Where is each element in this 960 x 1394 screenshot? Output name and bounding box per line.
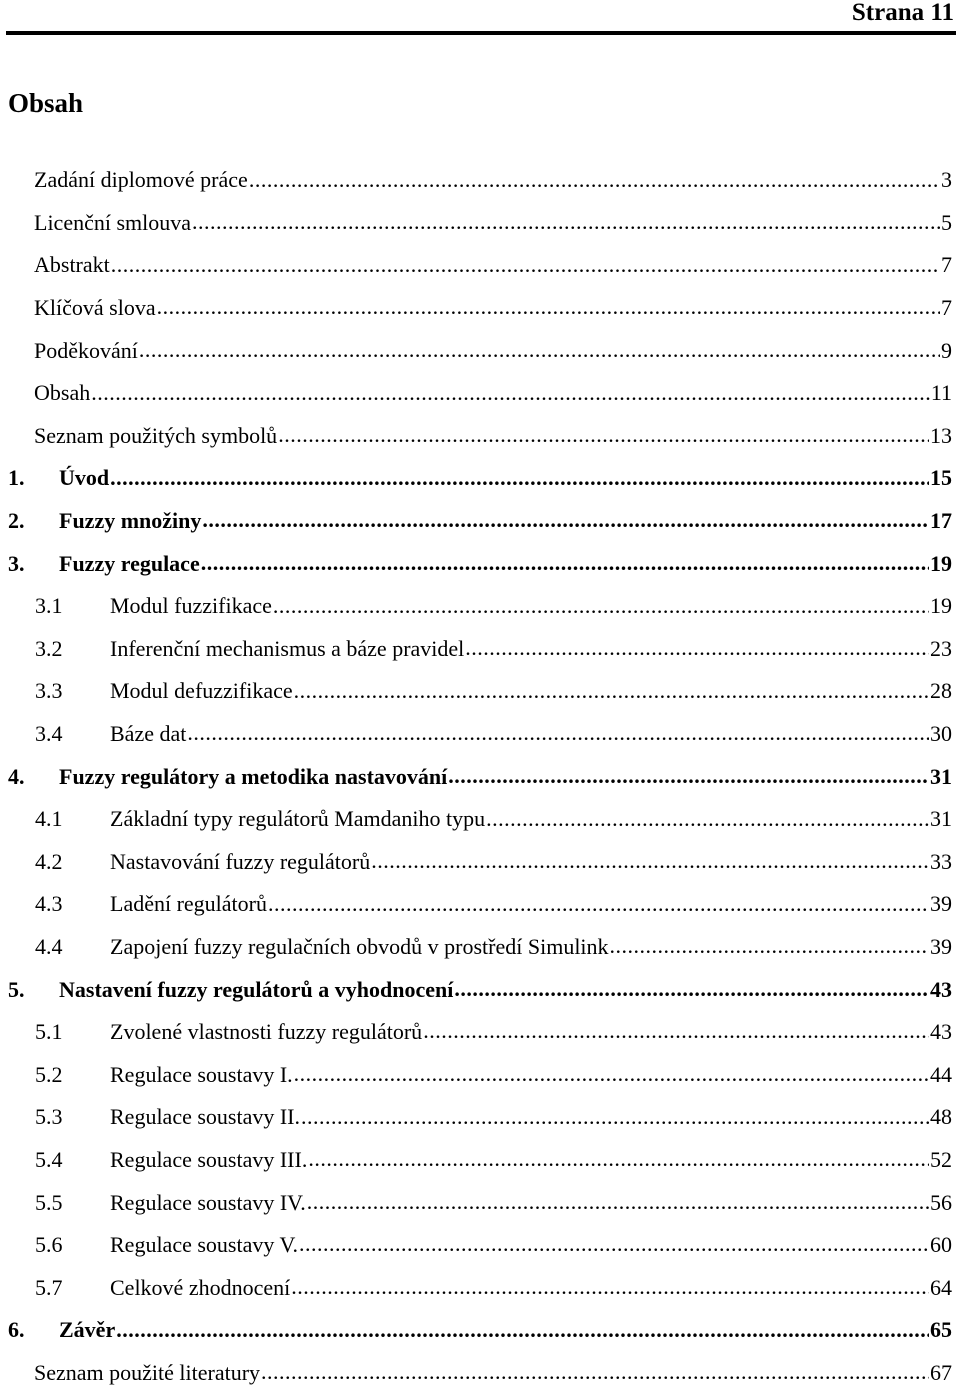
dot-leader [202, 506, 929, 534]
toc-entry[interactable] [8, 159, 952, 202]
toc-entry-page: 43 [930, 1019, 952, 1045]
toc-entry-page: 11 [930, 380, 952, 406]
dot-leader [307, 1188, 929, 1216]
toc-entry-label: Regulace soustavy III. [110, 1146, 308, 1172]
toc-entry-label: Regulace soustavy IV. [110, 1189, 306, 1215]
toc-entry-label: Modul fuzzifikace [110, 593, 272, 619]
toc-entry-page: 67 [930, 1359, 952, 1385]
toc-entry-page: 64 [930, 1274, 952, 1300]
dot-leader [308, 1145, 929, 1173]
toc-entry-number: 4.1 [35, 806, 63, 832]
toc-entry[interactable] [8, 968, 952, 1011]
toc-entry[interactable] [8, 841, 952, 884]
toc-entry-page: 13 [930, 422, 952, 448]
toc-entry-number: 5.1 [35, 1019, 63, 1045]
toc-entry-label: Zadání diplomové práce [34, 167, 248, 193]
toc-entry[interactable] [8, 713, 952, 756]
toc-entry-page: 43 [930, 976, 952, 1002]
toc-entry[interactable] [8, 1053, 952, 1096]
dot-leader [301, 1103, 929, 1131]
toc-entry-label: Modul defuzzifikace [110, 678, 293, 704]
toc-entry-page: 7 [941, 295, 952, 321]
toc-entry-page: 19 [930, 550, 952, 576]
toc-entry-page: 52 [930, 1146, 952, 1172]
toc-entry-page: 3 [941, 167, 952, 193]
dot-leader [116, 1316, 929, 1344]
dot-leader [192, 208, 940, 236]
toc-entry-page: 44 [930, 1061, 952, 1087]
toc-entry-number: 3. [8, 550, 25, 576]
dot-leader [454, 975, 929, 1003]
dot-leader [291, 1273, 929, 1301]
toc-entry-label: Zapojení fuzzy regulačních obvodů v prostředí Simulink [110, 933, 609, 959]
toc-entry-label: Ladění regulátorů [110, 891, 267, 917]
toc-entry-number: 5.5 [35, 1189, 63, 1215]
toc-entry-page: 31 [930, 763, 952, 789]
page-header [0, 0, 960, 38]
toc-entry-page: 19 [930, 593, 952, 619]
dot-leader [486, 805, 929, 833]
toc-entry-label: Seznam použitých symbolů [34, 422, 278, 448]
toc-entry-label: Abstrakt [34, 252, 110, 278]
toc-entry-label: Obsah [34, 380, 91, 406]
toc-entry-page: 5 [941, 209, 952, 235]
toc-entry-page: 15 [930, 465, 952, 491]
toc-entry-page: 9 [941, 337, 952, 363]
page-number-label: Strana 11 [851, 0, 954, 26]
toc-entry-number: 5.7 [35, 1274, 63, 1300]
toc-entry-number: 6. [8, 1317, 25, 1343]
toc-entry[interactable] [8, 926, 952, 969]
toc-entry-page: 48 [930, 1104, 952, 1130]
toc-entry-label: Regulace soustavy I. [110, 1061, 293, 1087]
toc-entry[interactable] [8, 1309, 952, 1352]
toc-entry[interactable] [8, 1352, 952, 1394]
toc-entry-page: 31 [930, 806, 952, 832]
toc-entry-number: 4.2 [35, 848, 63, 874]
toc-entry-label: Licenční smlouva [34, 209, 192, 235]
toc-entry-number: 3.1 [35, 593, 63, 619]
toc-entry-label: Seznam použité literatury [34, 1359, 261, 1385]
toc-entry-page: 33 [930, 848, 952, 874]
toc-entry[interactable] [8, 1224, 952, 1267]
dot-leader [139, 336, 940, 364]
dot-leader [371, 847, 929, 875]
toc-entry-number: 4.4 [35, 933, 63, 959]
toc-entry[interactable] [8, 755, 952, 798]
dot-leader [261, 1358, 929, 1386]
toc-entry-label: Fuzzy regulace [59, 550, 200, 576]
toc-entry-number: 4. [8, 763, 25, 789]
toc-entry[interactable] [8, 1096, 952, 1139]
toc-entry[interactable] [8, 244, 952, 287]
toc-entry[interactable] [8, 372, 952, 415]
toc-entry-page: 7 [941, 252, 952, 278]
table-of-contents [8, 159, 952, 1394]
toc-entry-label: Úvod [59, 465, 110, 491]
toc-entry[interactable] [8, 883, 952, 926]
toc-entry[interactable] [8, 1139, 952, 1182]
toc-entry[interactable] [8, 670, 952, 713]
dot-leader [278, 421, 929, 449]
toc-entry-page: 23 [930, 635, 952, 661]
toc-entry-page: 56 [930, 1189, 952, 1215]
toc-entry-label: Fuzzy množiny [59, 508, 202, 534]
dot-leader [187, 719, 929, 747]
toc-entry-number: 3.4 [35, 721, 63, 747]
toc-entry[interactable] [8, 628, 952, 671]
dot-leader [448, 762, 929, 790]
dot-leader [201, 549, 929, 577]
dot-leader [423, 1017, 929, 1045]
toc-entry-label: Regulace soustavy II. [110, 1104, 300, 1130]
toc-entry-page: 30 [930, 721, 952, 747]
toc-entry-label: Poděkování [34, 337, 138, 363]
dot-leader [610, 932, 929, 960]
toc-entry[interactable] [8, 457, 952, 500]
toc-entry[interactable] [8, 202, 952, 245]
dot-leader [91, 379, 930, 407]
toc-entry-page: 60 [930, 1232, 952, 1258]
toc-entry[interactable] [8, 329, 952, 372]
dot-leader [157, 293, 940, 321]
toc-entry[interactable] [8, 1011, 952, 1054]
toc-entry-page: 17 [930, 508, 952, 534]
toc-entry-page: 39 [930, 891, 952, 917]
dot-leader [273, 592, 929, 620]
dot-leader [299, 1230, 929, 1258]
toc-entry-number: 5.3 [35, 1104, 63, 1130]
toc-entry-number: 2. [8, 508, 25, 534]
toc-entry-number: 5.4 [35, 1146, 63, 1172]
toc-entry-number: 4.3 [35, 891, 63, 917]
toc-title: Obsah [8, 88, 84, 118]
dot-leader [110, 464, 929, 492]
dot-leader [294, 1060, 929, 1088]
toc-entry-label: Nastavování fuzzy regulátorů [110, 848, 371, 874]
header-rule [6, 31, 956, 35]
toc-entry[interactable] [8, 287, 952, 330]
toc-entry-label: Základní typy regulátorů Mamdaniho typu [110, 806, 486, 832]
toc-entry[interactable] [8, 1181, 952, 1224]
dot-leader [268, 890, 929, 918]
toc-entry-label: Regulace soustavy V. [110, 1232, 298, 1258]
toc-entry[interactable] [8, 1266, 952, 1309]
toc-entry-number: 5.2 [35, 1061, 63, 1087]
toc-entry-label: Inferenční mechanismus a báze pravidel [110, 635, 465, 661]
toc-entry-label: Nastavení fuzzy regulátorů a vyhodnocení [59, 976, 454, 1002]
toc-entry[interactable] [8, 500, 952, 543]
toc-entry[interactable] [8, 415, 952, 458]
toc-entry-number: 1. [8, 465, 25, 491]
toc-entry-label: Zvolené vlastnosti fuzzy regulátorů [110, 1019, 423, 1045]
toc-entry-label: Klíčová slova [34, 295, 156, 321]
dot-leader [249, 166, 940, 194]
toc-entry[interactable] [8, 542, 952, 585]
toc-entry-page: 28 [930, 678, 952, 704]
dot-leader [111, 251, 940, 279]
toc-entry[interactable] [8, 798, 952, 841]
toc-entry-label: Závěr [59, 1317, 116, 1343]
toc-entry-number: 5. [8, 976, 25, 1002]
toc-entry-label: Fuzzy regulátory a metodika nastavování [59, 763, 448, 789]
toc-entry[interactable] [8, 585, 952, 628]
toc-entry-label: Báze dat [110, 721, 187, 747]
toc-entry-page: 65 [930, 1317, 952, 1343]
dot-leader [294, 677, 929, 705]
toc-entry-label: Celkové zhodnocení [110, 1274, 291, 1300]
toc-entry-number: 3.3 [35, 678, 63, 704]
dot-leader [465, 634, 929, 662]
toc-entry-page: 39 [930, 933, 952, 959]
toc-entry-number: 5.6 [35, 1232, 63, 1258]
toc-entry-number: 3.2 [35, 635, 63, 661]
